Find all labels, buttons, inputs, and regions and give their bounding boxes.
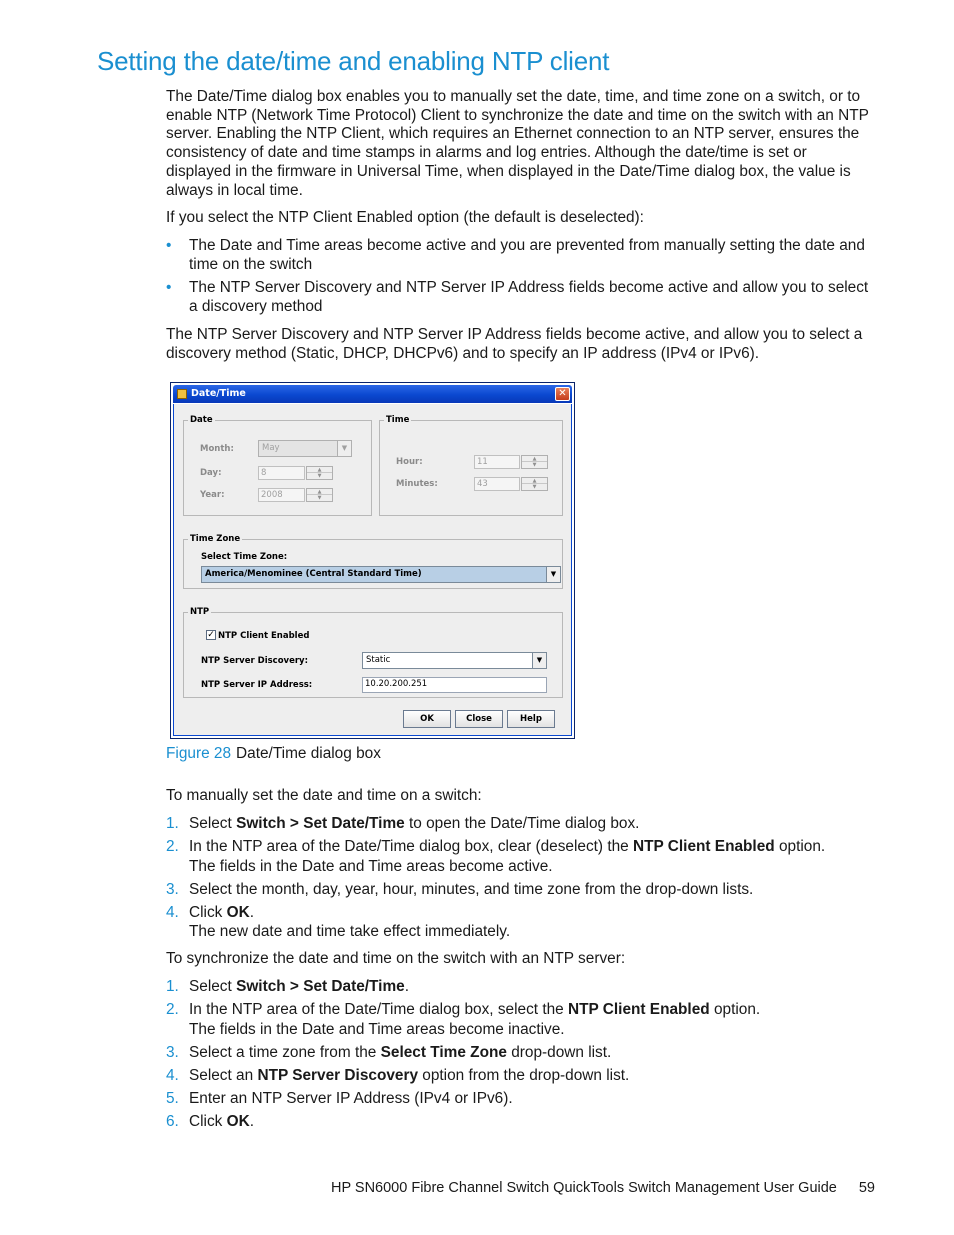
step-number: 6. xyxy=(166,1112,179,1130)
list-item-text: The Date and Time areas become active and you are prevented from manually setting the date and time on the switch xyxy=(189,237,865,273)
step-text: Select xyxy=(189,815,237,832)
list-item xyxy=(166,237,876,274)
step-number: 1. xyxy=(166,815,179,832)
list-item xyxy=(166,1089,876,1109)
month-value: May xyxy=(262,443,280,453)
ntp-client-label: NTP Client Enabled xyxy=(218,631,310,641)
ntp-discovery-label: NTP Server Discovery: xyxy=(201,656,308,666)
ntp-discovery-select[interactable] xyxy=(362,652,547,669)
list-item xyxy=(166,880,876,900)
year-spinner[interactable] xyxy=(306,488,333,502)
ok-button[interactable]: OK xyxy=(403,710,451,728)
sync-steps-list xyxy=(166,977,876,1135)
chevron-down-icon: ▼ xyxy=(337,441,351,456)
list-item xyxy=(166,1112,876,1132)
select-timezone-label: Select Time Zone: xyxy=(201,552,288,562)
manual-intro: To manually set the date and time on a switch: xyxy=(166,787,482,804)
spin-up-icon[interactable]: ▲ xyxy=(522,478,547,484)
timezone-value: America/Menominee (Central Standard Time) xyxy=(205,569,422,579)
step-result-text: The fields in the Date and Time areas become active. xyxy=(189,857,553,875)
list-item xyxy=(166,977,876,997)
dialog-title: Date/Time xyxy=(191,388,246,399)
ntp-group xyxy=(183,607,563,698)
month-label: Month: xyxy=(200,444,234,454)
section-heading: Setting the date/time and enabling NTP client xyxy=(97,46,610,76)
step-number: 2. xyxy=(166,1001,179,1018)
spin-up-icon[interactable]: ▲ xyxy=(307,489,332,495)
step-number: 2. xyxy=(166,838,179,855)
list-item-text: The NTP Server Discovery and NTP Server IP Address fields become active and allow you to select a discovery method xyxy=(189,279,869,316)
ntp-effects-list xyxy=(166,237,876,322)
close-button[interactable]: Close xyxy=(455,710,503,728)
hour-spinner[interactable] xyxy=(521,455,548,469)
figure-caption xyxy=(166,745,381,763)
spin-down-icon[interactable]: ▼ xyxy=(532,462,537,468)
help-button[interactable]: Help xyxy=(507,710,555,728)
step-text: Enter an NTP Server IP Address (IPv4 or IPv6). xyxy=(189,1089,513,1107)
step-text: Select an xyxy=(189,1066,258,1084)
ntp-group-title: NTP xyxy=(190,607,210,617)
date-group xyxy=(183,415,372,516)
dialog-titlebar xyxy=(173,385,572,403)
bullet-marker: • xyxy=(166,279,172,297)
step-text: . xyxy=(249,1112,254,1130)
step-text: Select xyxy=(189,978,237,995)
footer-title: HP SN6000 Fibre Channel Switch QuickTools Switch Management User Guide xyxy=(331,1180,837,1196)
java-app-icon xyxy=(177,389,187,399)
step-bold-text: Switch > Set Date/Time xyxy=(236,815,405,832)
figure-number: Figure 28 xyxy=(166,745,232,762)
step-text: Select the month, day, year, hour, minutes, and time zone from the drop-down lists. xyxy=(189,880,754,898)
time-group-title: Time xyxy=(386,415,410,425)
list-item xyxy=(166,279,876,316)
step-bold-text: Switch > Set Date/Time xyxy=(236,978,405,995)
spin-down-icon[interactable]: ▼ xyxy=(317,473,322,479)
timezone-group xyxy=(183,534,563,589)
step-number: 4. xyxy=(166,1066,179,1084)
list-item xyxy=(166,903,876,942)
step-text: In the NTP area of the Date/Time dialog box, clear (deselect) the xyxy=(189,838,633,855)
page-footer xyxy=(331,1180,875,1196)
month-select[interactable] xyxy=(258,440,352,457)
list-item xyxy=(166,1043,876,1063)
figure-title: Date/Time dialog box xyxy=(236,745,381,762)
ntp-fields-paragraph: The NTP Server Discovery and NTP Server IP Address fields become active, and allow you to select a discovery method (Static, DHCP, DHCPv6) and to specify an IP address (IPv4 or IPv6). xyxy=(166,326,863,362)
time-group xyxy=(379,415,563,516)
dialog-body xyxy=(173,404,572,736)
minutes-field[interactable]: 43 xyxy=(474,477,520,491)
sync-intro: To synchronize the date and time on the switch with an NTP server: xyxy=(166,950,626,967)
bullet-marker: • xyxy=(166,237,172,254)
step-bold-text: NTP Client Enabled xyxy=(568,1001,710,1018)
step-bold-text: OK xyxy=(226,1112,250,1130)
spin-up-icon[interactable]: ▲ xyxy=(522,456,547,462)
step-text: Click xyxy=(189,903,227,921)
step-text: Click xyxy=(189,1112,227,1130)
page-number: 59 xyxy=(858,1180,875,1196)
timezone-group-title: Time Zone xyxy=(190,534,241,544)
intro-paragraph: The Date/Time dialog box enables you to manually set the date, time, and time zone on a switch, or to enable NTP (Network Time Protocol) Client to synchronize the date and time on the switch with an NTP server. Enabling the NTP Client, which requires an Ethernet connection to an NTP server, ensures the consistency of date and time stamps in alarms and log entries. Although the date/time is set or displayed in the firmware in Universal Time, when displayed in the Date/Time dialog box, the value is always in local time. xyxy=(166,88,869,199)
step-bold-text: OK xyxy=(226,903,250,921)
ntp-ip-label: NTP Server IP Address: xyxy=(201,680,313,690)
day-label: Day: xyxy=(200,468,222,478)
step-bold-text: NTP Server Discovery xyxy=(257,1066,419,1084)
spin-down-icon[interactable]: ▼ xyxy=(532,484,537,490)
step-number: 5. xyxy=(166,1089,179,1107)
timezone-select[interactable] xyxy=(201,566,561,583)
chevron-down-icon: ▼ xyxy=(532,653,546,668)
step-number: 3. xyxy=(166,880,179,898)
year-label: Year: xyxy=(200,490,225,500)
step-result-text: The new date and time take effect immediately. xyxy=(189,923,511,940)
step-text: option. xyxy=(774,838,826,855)
step-bold-text: Select Time Zone xyxy=(380,1043,507,1061)
list-item xyxy=(166,837,876,876)
minutes-label: Minutes: xyxy=(396,479,438,489)
close-icon[interactable]: ✕ xyxy=(555,387,570,401)
step-text: Select a time zone from the xyxy=(189,1043,381,1061)
date-group-title: Date xyxy=(190,415,213,425)
step-text: drop-down list. xyxy=(506,1043,612,1061)
step-text: . xyxy=(404,978,409,995)
spin-up-icon[interactable]: ▲ xyxy=(307,467,332,473)
list-item xyxy=(166,814,876,834)
date-time-dialog xyxy=(170,382,575,739)
spin-down-icon[interactable]: ▼ xyxy=(317,495,322,501)
day-field[interactable]: 8 xyxy=(258,466,305,480)
hour-label: Hour: xyxy=(396,457,423,467)
list-item xyxy=(166,1000,876,1039)
step-text: . xyxy=(249,903,254,921)
year-field[interactable]: 2008 xyxy=(258,488,305,502)
step-bold-text: NTP Client Enabled xyxy=(633,838,775,855)
ntp-ip-input[interactable]: 10.20.200.251 xyxy=(362,677,547,693)
step-number: 3. xyxy=(166,1043,179,1061)
ntp-client-checkbox[interactable]: ✓ xyxy=(207,630,215,640)
step-text: option from the drop-down list. xyxy=(418,1066,630,1084)
list-item xyxy=(166,1066,876,1086)
ntp-discovery-value: Static xyxy=(366,655,391,665)
step-text: to open the Date/Time dialog box. xyxy=(404,815,640,832)
step-result-text: The fields in the Date and Time areas become inactive. xyxy=(189,1020,565,1038)
minutes-spinner[interactable] xyxy=(521,477,548,491)
day-spinner[interactable] xyxy=(306,466,333,480)
hour-field[interactable]: 11 xyxy=(474,455,520,469)
step-text: option. xyxy=(709,1001,761,1018)
step-text: In the NTP area of the Date/Time dialog box, select the xyxy=(189,1001,568,1018)
if-select-paragraph: If you select the NTP Client Enabled option (the default is deselected): xyxy=(166,209,644,226)
chevron-down-icon: ▼ xyxy=(546,567,560,582)
step-number: 4. xyxy=(166,903,179,921)
step-number: 1. xyxy=(166,978,179,995)
manual-steps-list xyxy=(166,814,876,945)
